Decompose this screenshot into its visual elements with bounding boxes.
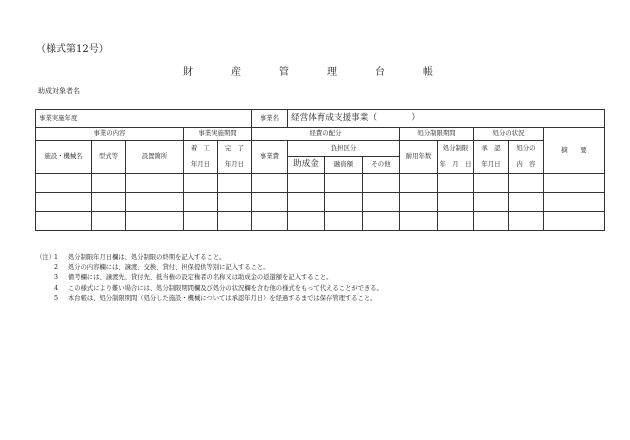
project-name-value: 経営体育成支援事業（ ） [288,110,605,128]
table-cell [218,193,252,212]
col-project-cost: 事業費 [252,141,288,174]
note-item [36,294,383,304]
notes-prefix: （注） [36,254,55,261]
table-cell [288,174,325,193]
col-approval-top: 承 認 [474,141,509,157]
table-cell [438,193,474,212]
table-cell [544,193,605,212]
col-end-bottom: 年月日 [218,157,252,174]
group-disposal-status: 処分の状況 [474,128,544,141]
note-item [36,253,383,263]
col-other: その他 [363,157,400,174]
table-cell [363,212,400,231]
table-cell [474,193,509,212]
table-cell [126,174,184,193]
notes-section [36,253,383,304]
col-start-top: 着 工 [184,141,218,157]
col-remarks: 摘 要 [544,128,605,174]
table-cell [36,193,92,212]
col-facility: 施設・機械名 [36,141,92,174]
table-cell [325,212,363,231]
table-cell [218,212,252,231]
table-cell [92,212,126,231]
table-cell [126,212,184,231]
table-cell [363,193,400,212]
table-cell [252,193,288,212]
col-restriction-date-top: 処分制限 [438,141,474,157]
header-row-groups [36,128,605,141]
table-cell [252,212,288,231]
col-end-top: 完 了 [218,141,252,157]
fiscal-year-label: 事業実施年度 [39,113,78,122]
table-cell [438,212,474,231]
note-text: 処分の内容欄には、譲渡、交換、貸付、担保提供等別に記入すること。 [68,264,270,272]
note-number: 5 [54,294,59,302]
ledger-data-rows [36,174,605,231]
table-cell [288,193,325,212]
col-disposal-content-bottom: 内 容 [509,157,544,174]
header-row-columns-top [36,141,605,157]
note-number: 1 [54,254,59,261]
table-cell [126,193,184,212]
table-row [36,212,605,231]
table-cell [218,174,252,193]
form-number: （様式第12号） [36,44,109,55]
note-item [36,273,383,283]
col-location: 設置箇所 [126,141,184,174]
group-expense: 経費の配分 [252,128,400,141]
group-contents: 事業の内容 [36,128,184,141]
table-cell [400,193,438,212]
table-cell [400,212,438,231]
table-cell [36,212,92,231]
col-restriction-date-bottom: 年 月 日 [438,157,474,174]
table-cell [474,174,509,193]
col-approval-bottom: 年月日 [474,157,509,174]
note-number: 2 [54,264,59,272]
table-cell [252,174,288,193]
col-start-bottom: 年月日 [184,157,218,174]
table-cell [509,193,544,212]
table-cell [363,174,400,193]
col-loan: 融資額 [325,157,363,174]
table-cell [184,212,218,231]
note-text: 備考欄には、譲渡先、貸付先、抵当権の設定権者の名称又は助成金の返還額を記入すること。 [68,274,333,282]
table-cell [544,174,605,193]
table-cell [438,174,474,193]
table-row [36,193,605,212]
table-cell [288,212,325,231]
project-name-label: 事業名 [252,110,288,128]
note-item [36,263,383,273]
table-cell [92,193,126,212]
col-burden-division: 負担区分 [288,141,400,157]
col-model: 型式等 [92,141,126,174]
table-cell [184,193,218,212]
note-text: この様式により難い場合には、処分制限期間欄及び処分の状況欄を含む他の様式をもって代えることができる。 [68,284,383,292]
table-cell [325,193,363,212]
property-ledger-table [35,109,605,231]
group-period: 事業実施期間 [184,128,252,141]
note-number: 3 [54,274,59,282]
col-useful-life: 耐用年数 [400,141,438,174]
fiscal-year-cell [36,110,252,128]
table-cell [544,212,605,231]
table-row [36,174,605,193]
note-number: 4 [54,284,59,292]
col-subsidy: 助成金 [288,157,325,174]
note-text: 処分制限年月日欄は、処分制限の終期を記入すること。 [68,254,226,261]
table-cell [509,174,544,193]
table-cell [36,174,92,193]
recipient-label: 助成対象者名 [38,87,80,95]
table-cell [92,174,126,193]
table-cell [509,212,544,231]
note-item [36,284,383,294]
table-cell [474,212,509,231]
col-disposal-content-top: 処分の [509,141,544,157]
table-cell [325,174,363,193]
header-row-project [36,110,605,128]
group-restriction-period: 処分制限期間 [400,128,474,141]
document-title: 財 産 管 理 台 帳 [183,67,447,78]
table-cell [400,174,438,193]
note-text: 本台帳は、処分制限期間（処分した施設・機械については承認年月日）を経過するまでは保存管理すること。 [68,294,377,302]
table-cell [184,174,218,193]
